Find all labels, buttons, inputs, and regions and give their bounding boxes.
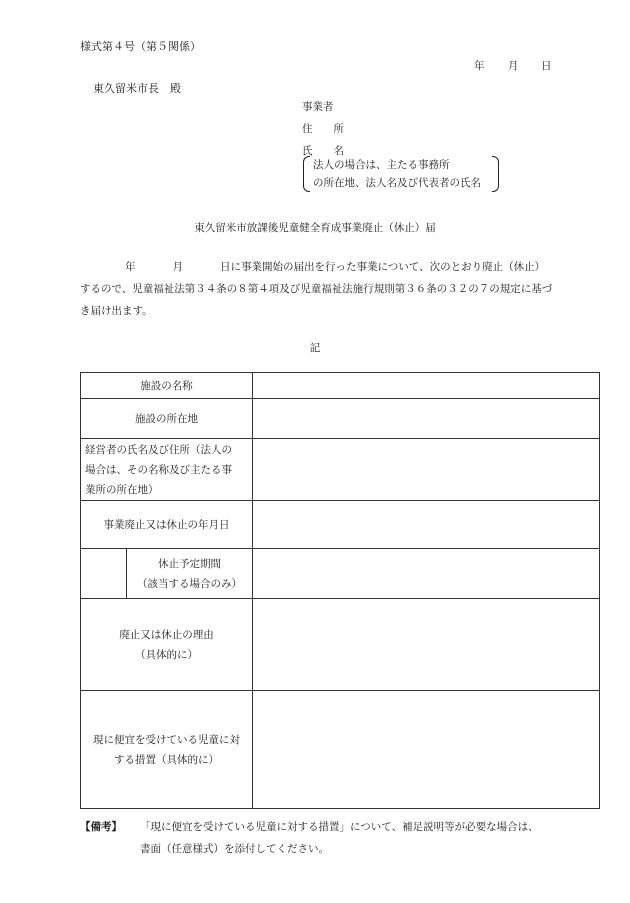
ki-marker: 記 <box>309 342 321 354</box>
measures-field[interactable] <box>253 691 600 809</box>
suspension-period-field[interactable] <box>253 549 600 599</box>
date-month: 月 <box>508 60 519 72</box>
form-number: 様式第４号（第５関係） <box>80 40 201 53</box>
operator-field[interactable] <box>253 439 600 501</box>
reason-field[interactable] <box>253 599 600 691</box>
reason-label-line-1: 廃止又は休止の理由 <box>119 628 214 641</box>
left-bracket <box>303 156 310 192</box>
date-field <box>474 58 552 73</box>
operator-label <box>81 439 253 501</box>
suspension-period-title: 休止予定期間 <box>158 557 221 570</box>
right-bracket <box>492 156 499 192</box>
measures-label <box>81 691 253 809</box>
body-month: 月 <box>172 261 183 273</box>
facility-name-field[interactable] <box>253 373 600 399</box>
measures-label-line-1: 現に便宜を受けている児童に対 <box>93 733 240 746</box>
date-day: 日 <box>541 60 552 72</box>
remarks-line-1: 「現に便宜を受けている児童に対する措置」について、補足説明等が必要な場合は、 <box>140 821 539 833</box>
remarks <box>80 816 539 860</box>
facility-name-label: 施設の名称 <box>81 373 253 399</box>
business-label: 事業者 <box>302 101 334 113</box>
facility-location-field[interactable] <box>253 399 600 439</box>
operator-label-line-3: 業所の所在地） <box>85 483 159 496</box>
closure-date-label: 事業廃止又は休止の年月日 <box>81 501 253 549</box>
reason-label <box>81 599 253 691</box>
operator-label-line-2: 場合は、その名称及び主たる事 <box>85 463 232 476</box>
body-text: 日に事業開始の届出を行った事業について、次のとおり廃止（休止）するので、児童福祉法第３４条の８第４項及び児童福祉法施行規則第３６条の３２の７の規定に基づき届け出ます。 <box>80 261 553 317</box>
note-line-2: の所在地、法人名及び代表者の氏名 <box>313 177 481 189</box>
body-paragraph <box>80 256 555 322</box>
address-label: 住 所 <box>302 123 344 135</box>
remarks-line-2: 書面（任意様式）を添付してください。 <box>140 843 329 855</box>
facility-location-label: 施設の所在地 <box>81 399 253 439</box>
remarks-heading: 【備考】 <box>80 821 122 833</box>
name-label: 氏 名 <box>302 145 344 157</box>
body-year: 年 <box>125 261 136 273</box>
operator-label-line-1: 経営者の氏名及び住所（法人の <box>85 443 232 456</box>
date-year: 年 <box>474 60 485 72</box>
addressee: 東久留米市長 殿 <box>93 82 181 95</box>
document-title: 東久留米市放課後児童健全育成事業廃止（休止）届 <box>194 222 436 234</box>
closure-date-field[interactable] <box>253 501 600 549</box>
suspension-period-label <box>127 549 253 599</box>
corporate-note <box>303 156 499 192</box>
indent-spacer <box>81 549 127 599</box>
notification-table <box>80 372 600 809</box>
applicant-block <box>302 96 344 162</box>
suspension-period-note: （該当する場合のみ） <box>137 577 242 590</box>
measures-label-line-2: する措置（具体的に） <box>114 753 219 766</box>
reason-label-line-2: （具体的に） <box>135 648 198 661</box>
note-line-1: 法人の場合は、主たる事務所 <box>313 159 450 171</box>
